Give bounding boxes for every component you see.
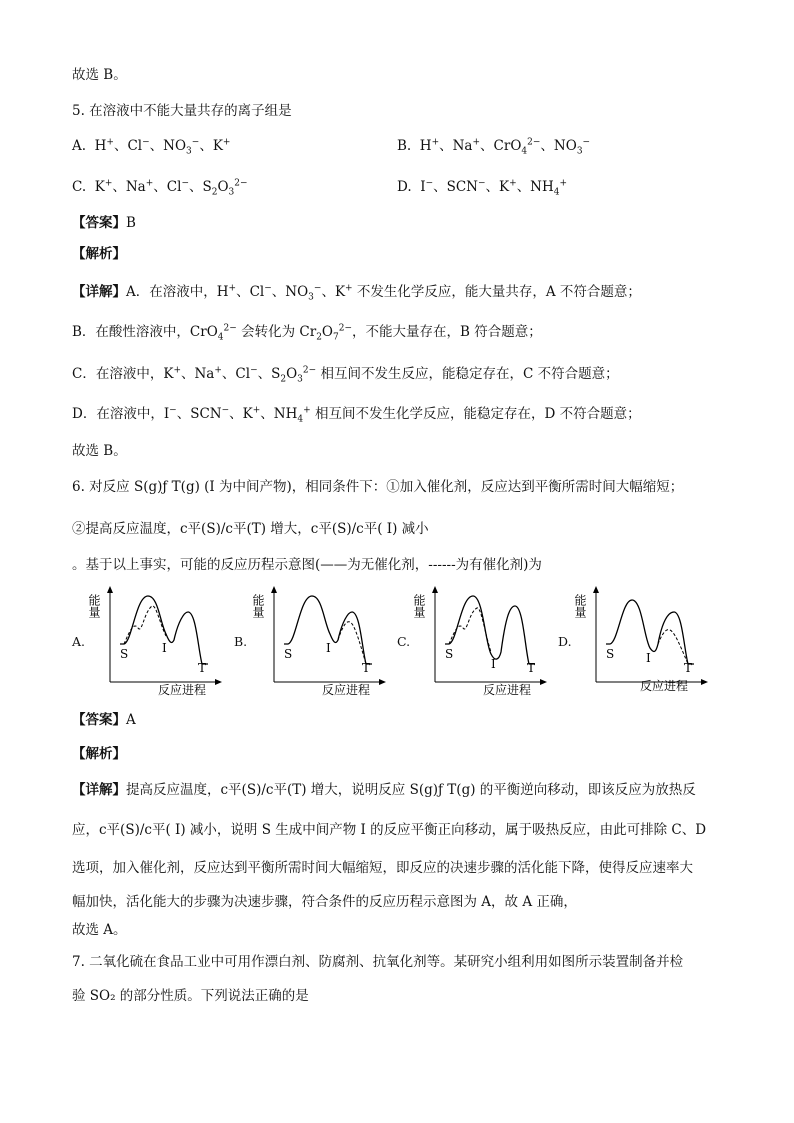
- prev-conclusion: 故选 B。: [72, 67, 127, 83]
- q6-detail-3: 选项，加入催化剂，反应达到平衡所需时间大幅缩短，即反应的决速步骤的活化能下降，使得反应速率大: [72, 860, 693, 876]
- svg-text:反应进程: 反应进程: [158, 683, 207, 697]
- svg-text:反应进程: 反应进程: [640, 679, 689, 693]
- svg-text:能量: 能量: [573, 594, 587, 618]
- energy-diagram-a: [87, 582, 230, 700]
- energy-diagram-d: [573, 582, 716, 700]
- svg-text:S: S: [445, 647, 454, 661]
- q5-detail-c: C．在溶液中，K+、Na+、Cl−、$S_2O_3^{2-}$ 相互间不发生反应，能稳定存在，C 不符合题意；: [72, 365, 619, 385]
- svg-text:I: I: [646, 651, 651, 665]
- svg-text:I: I: [162, 641, 167, 655]
- svg-text:S: S: [120, 647, 129, 661]
- svg-text:S: S: [284, 647, 293, 661]
- q6-conclusion: 故选 A。: [72, 922, 127, 938]
- q5-stem: 5. 在溶液中不能大量共存的离子组是: [72, 103, 292, 119]
- q6-detail-4: 幅加快，活化能大的步骤为决速步骤，符合条件的反应历程示意图为 A，故 A 正确，: [72, 894, 577, 910]
- q5-detail-a: 【详解】A．在溶液中，H+、Cl−、$NO_3^-$、K+ 不发生化学反应，能大量共存，A 不符合题意；: [72, 283, 641, 303]
- svg-text:T: T: [684, 661, 693, 675]
- q5-detail-b: B．在酸性溶液中，CrO$_4^{2-}$ 会转化为 $Cr_2O_7^{2-}$，不能大量存在，B 符合题意；: [72, 323, 542, 343]
- q5-analysis-tag: 【解析】: [72, 246, 126, 262]
- q5-conclusion: 故选 B。: [72, 443, 127, 459]
- svg-text:T: T: [362, 661, 371, 675]
- svg-text:反应进程: 反应进程: [322, 683, 371, 697]
- svg-text:I: I: [491, 657, 496, 671]
- q6-stem-2: ②提高反应温度，c平(S)/c平(T) 增大，c平(S)/c平( I) 减小: [72, 521, 429, 537]
- q6-option-a-label: A.: [72, 634, 86, 649]
- energy-diagram-b: [251, 582, 394, 700]
- q5-detail-d: D．在溶液中，I−、SCN−、K+、$NH_4^+$ 相互间不发生化学反应，能稳定存在，D 不符合题意；: [72, 405, 641, 425]
- q6-option-b-label: B.: [234, 634, 248, 649]
- q5-option-c: C. K+、Na+、Cl−、$S_2O_3^{2-}$: [72, 178, 248, 198]
- svg-text:T: T: [198, 661, 207, 675]
- q5-option-d: D. I−、SCN−、K+、$NH_4^+$: [397, 178, 568, 198]
- svg-text:I: I: [326, 641, 331, 655]
- q6-analysis-tag: 【解析】: [72, 746, 126, 762]
- svg-text:T: T: [527, 661, 536, 675]
- q5-option-b: B. H+、Na+、CrO$_4^{2-}$、$NO_3^-$: [397, 137, 591, 157]
- q6-detail-1: 【详解】提高反应温度，c平(S)/c平(T) 增大，说明反应 S(g)ƒ T(g) 的平衡逆向移动，即该反应为放热反: [72, 782, 696, 798]
- q6-stem-3: 。基于以上事实，可能的反应历程示意图(——为无催化剂，------为有催化剂)为: [72, 557, 542, 573]
- q6-option-d-label: D.: [558, 634, 572, 649]
- q7-stem-2: 验 SO₂ 的部分性质。下列说法正确的是: [72, 988, 309, 1004]
- q6-detail-2: 应，c平(S)/c平( I) 减小，说明 S 生成中间产物 I 的反应平衡正向移动，属于吸热反应，由此可排除 C、D: [72, 822, 707, 838]
- energy-diagram-c: [412, 582, 555, 700]
- svg-text:能量: 能量: [412, 594, 426, 618]
- svg-text:S: S: [606, 647, 615, 661]
- q6-option-c-label: C.: [397, 634, 411, 649]
- q7-stem-1: 7. 二氧化硫在食品工业中可用作漂白剂、防腐剂、抗氧化剂等。某研究小组利用如图所示装置制备并检: [72, 954, 684, 970]
- q6-stem-1: 6. 对反应 S(g)ƒ T(g) (I 为中间产物)，相同条件下：①加入催化剂，反应达到平衡所需时间大幅缩短；: [72, 479, 684, 495]
- q5-answer: 【答案】B: [72, 215, 136, 231]
- svg-text:反应进程: 反应进程: [483, 683, 532, 697]
- q6-answer: 【答案】A: [72, 712, 136, 728]
- svg-text:能量: 能量: [251, 594, 265, 618]
- q5-option-a: A. H+、Cl−、$NO_3^-$、K+: [72, 137, 231, 157]
- svg-text:能量: 能量: [87, 594, 101, 618]
